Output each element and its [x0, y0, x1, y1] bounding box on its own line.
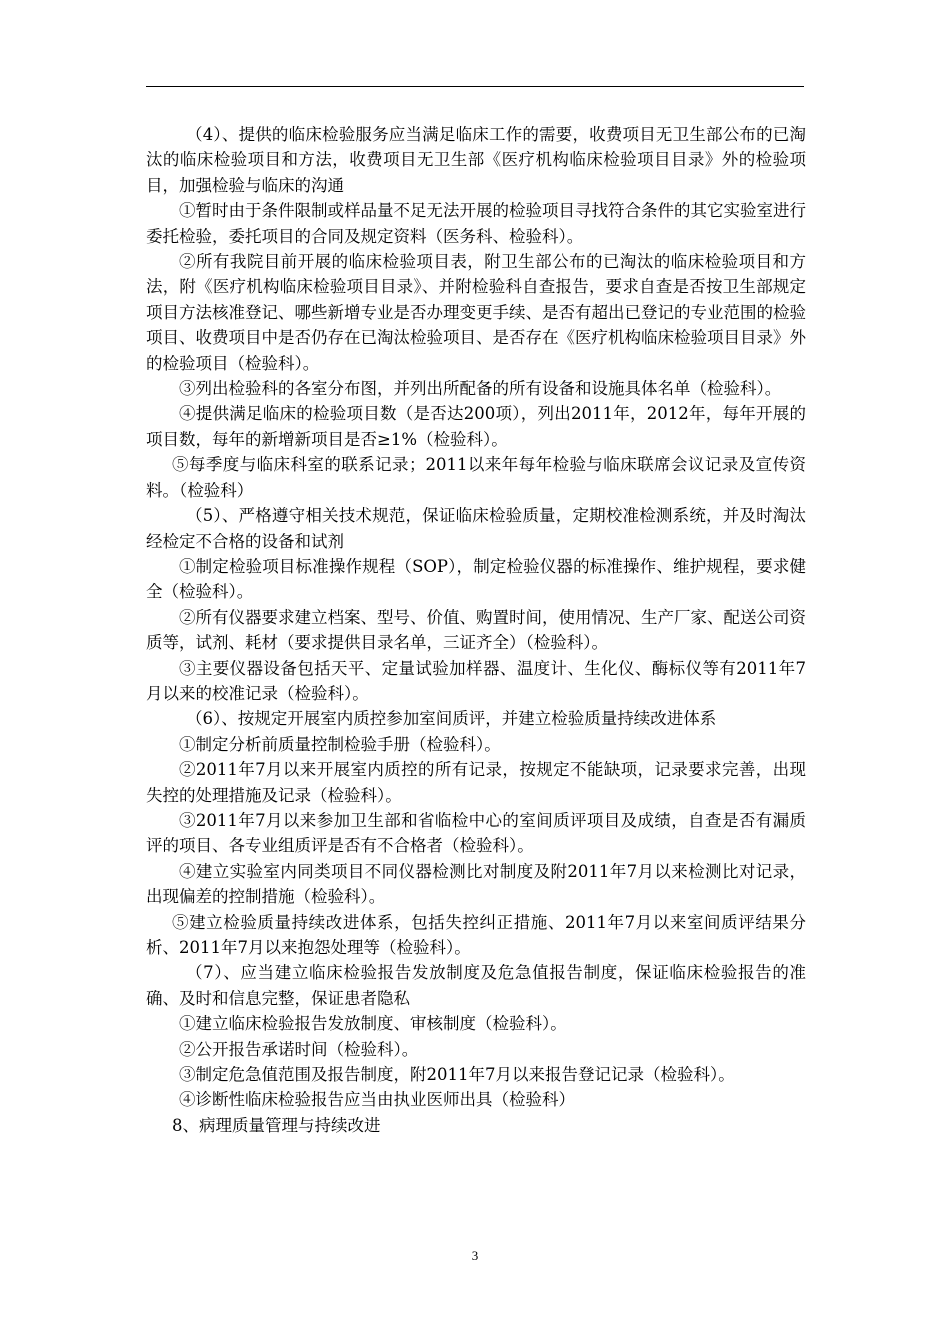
section-7-heading: （7）、应当建立临床检验报告发放制度及危急值报告制度，保证临床检验报告的准确、及时和信息完整，保证患者隐私	[146, 963, 806, 1008]
section-5-item-1: ①制定检验项目标准操作规程（SOP），制定检验仪器的标准操作、维护规程，要求健全（检验科）。	[146, 556, 806, 602]
section-5-heading: （5）、严格遵守相关技术规范，保证临床检验质量，定期校准检测系统，并及时淘汰经检定不合格的设备和试剂	[146, 506, 806, 551]
section-7-item-3: ③制定危急值范围及报告制度，附2011年7月以来报告登记记录（检验科）。	[179, 1065, 735, 1085]
section-4-item-5: ⑤每季度与临床科室的联系记录；2011以来年每年检验与临床联席会议记录及宣传资料。（检验科）	[146, 455, 806, 500]
section-4-item-1: ①暂时由于条件限制或样品量不足无法开展的检验项目寻找符合条件的其它实验室进行委托检验，委托项目的合同及规定资料（医务科、检验科）。	[146, 201, 806, 246]
section-6-item-3: ③2011年7月以来参加卫生部和省临检中心的室间质评项目及成绩，自查是否有漏质评的项目、各专业组质评是否有不合格者（检验科）。	[146, 810, 806, 856]
section-7-item-4: ④诊断性临床检验报告应当由执业医师出具（检验科）	[179, 1090, 575, 1110]
section-4-item-4: ④提供满足临床的检验项目数（是否达200项），列出2011年，2012年，每年开展的项目数，每年的新增新项目是否≥1%（检验科）。	[146, 404, 806, 449]
section-5-item-2: ②所有仪器要求建立档案、型号、价值、购置时间，使用情况、生产厂家、配送公司资质等，试剂、耗材（要求提供目录名单，三证齐全）（检验科）。	[146, 607, 806, 653]
section-6-heading: （6）、按规定开展室内质控参加室间质评，并建立检验质量持续改进体系	[186, 709, 717, 729]
section-4-item-3: ③列出检验科的各室分布图，并列出所配备的所有设备和设施具体名单（检验科）。	[179, 379, 782, 399]
section-6-item-1: ①制定分析前质量控制检验手册（检验科）。	[179, 734, 501, 754]
section-6-item-5: ⑤建立检验质量持续改进体系，包括失控纠正措施、2011年7月以来室间质评结果分析、2011年7月以来抱怨处理等（检验科）。	[146, 912, 806, 957]
section-6-item-4: ④建立实验室内同类项目不同仪器检测比对制度及附2011年7月以来检测比对记录，出现偏差的控制措施（检验科）。	[146, 861, 806, 907]
section-5-item-3: ③主要仪器设备包括天平、定量试验加样器、温度计、生化仪、酶标仪等有2011年7月以来的校准记录（检验科）。	[146, 658, 806, 703]
section-4-heading: （4）、提供的临床检验服务应当满足临床工作的需要，收费项目无卫生部公布的已淘汰的临床检验项目和方法，收费项目无卫生部《医疗机构临床检验项目目录》外的检验项目，加强检验与临床的沟通	[146, 125, 806, 195]
section-7-item-2: ②公开报告承诺时间（检验科）。	[179, 1039, 419, 1059]
section-8-heading: 8、病理质量管理与持续改进	[172, 1115, 381, 1135]
section-4-item-2: ②所有我院目前开展的临床检验项目表，附卫生部公布的已淘汰的临床检验项目和方法，附《医疗机构临床检验项目目录》、并附检验科自查报告，要求自查是否按卫生部规定项目方法核准登记、哪些新增专业是否办理变更手续、是否有超出已登记的专业范围的检验项目、收费项目中是否仍存在已淘汰检验项目、是否存在《医疗机构临床检验项目目录》外的检验项目（检验科）。	[146, 252, 806, 373]
section-6-item-2: ②2011年7月以来开展室内质控的所有记录，按规定不能缺项，记录要求完善，出现失控的处理措施及记录（检验科）。	[146, 760, 806, 805]
page-number: 3	[471, 1248, 479, 1263]
section-7-item-1: ①建立临床检验报告发放制度、审核制度（检验科）。	[179, 1014, 567, 1034]
document-body	[146, 122, 806, 1138]
header-rule	[146, 86, 804, 87]
